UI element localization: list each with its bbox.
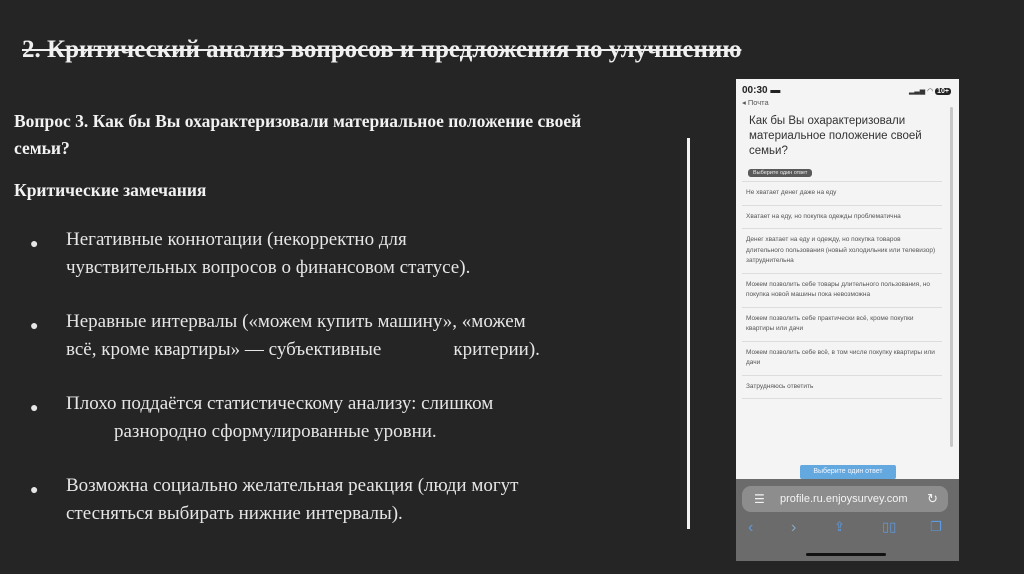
tabs-icon[interactable]: ❐	[930, 519, 942, 534]
browser-toolbar	[736, 479, 959, 561]
address-bar[interactable]	[742, 486, 948, 512]
scrollbar[interactable]	[950, 107, 953, 447]
answer-option[interactable]: Не хватает денег даже на еду	[742, 182, 942, 206]
vertical-divider	[687, 138, 690, 529]
bullet-3	[66, 390, 666, 446]
answer-type-badge: Выберите один ответ	[748, 169, 812, 177]
answer-option[interactable]: Можем позволить себе товары длительного пользования, но покупка новой машины пока невозможна	[742, 274, 942, 308]
answer-options	[742, 181, 942, 399]
bullet-3-line2: разнородно сформулированные уровни.	[114, 421, 437, 442]
bookmarks-icon[interactable]: ▯▯	[882, 519, 897, 534]
survey-question: Как бы Вы охарактеризовали материальное положение своей семьи?	[749, 115, 922, 157]
bullet-4-line1: Возможна социально желательная реакция (люди могут	[66, 475, 519, 496]
bullet-4-line2: стесняться выбирать нижние интервалы).	[66, 503, 403, 524]
bullet-marker: ●	[30, 237, 39, 252]
browser-nav	[736, 517, 959, 541]
battery-icon: 10+	[937, 88, 949, 95]
bullet-2	[66, 308, 666, 364]
bullet-2-line2b: критерии).	[453, 339, 540, 360]
bullet-2-line1: Неравные интервалы («можем купить машину», «можем	[66, 311, 526, 332]
url-text: profile.ru.enjoysurvey.com	[780, 493, 908, 505]
answer-option[interactable]: Можем позволить себе практически всё, кроме покупки квартиры или дачи	[742, 308, 942, 342]
bullet-1	[66, 226, 666, 282]
wifi-icon: ◠	[927, 88, 934, 95]
critique-heading: Критические замечания	[14, 180, 207, 200]
forward-icon[interactable]: ›	[791, 519, 797, 536]
answer-option[interactable]: Денег хватает на еду и одежду, но покупка товаров длительного пользования (новый холодильник или телевизор) затруднительна	[742, 229, 942, 274]
home-indicator	[806, 553, 886, 556]
share-icon[interactable]: ⇪	[834, 519, 845, 534]
back-to-mail-link[interactable]: ◂ Почта	[742, 98, 769, 107]
bullet-marker: ●	[30, 483, 39, 498]
bullet-4	[66, 472, 666, 528]
reload-icon[interactable]: ↻	[927, 491, 938, 506]
answer-option[interactable]: Можем позволить себе всё, в том числе покупку квартиры или дачи	[742, 342, 942, 376]
bullet-marker: ●	[30, 401, 39, 416]
status-icons	[909, 87, 951, 95]
back-icon[interactable]: ‹	[748, 519, 754, 536]
answer-option[interactable]: Затрудняюсь ответить	[742, 376, 942, 400]
bullet-3-line1: Плохо поддаётся статистическому анализу: слишком	[66, 393, 494, 414]
answer-option[interactable]: Хватает на еду, но покупка одежды проблематична	[742, 206, 942, 230]
choose-answer-button[interactable]: Выберите один ответ	[800, 465, 896, 479]
bullet-1-line1: Негативные коннотации (некорректно для	[66, 229, 407, 250]
signal-icon: ▂▃▅	[908, 88, 926, 95]
bullet-2-line2a: всё, кроме квартиры» — субъективные	[66, 339, 382, 360]
bullet-1-line2: чувствительных вопросов о финансовом статусе).	[66, 257, 471, 278]
phone-screenshot	[736, 79, 959, 561]
page-settings-icon[interactable]: ☰	[754, 492, 765, 506]
question-text: Вопрос 3. Как бы Вы охарактеризовали материальное положение своей семьи?	[14, 111, 582, 158]
slide-title: 2. Критический анализ вопросов и предложения по улучшению	[22, 36, 742, 63]
status-time: 00:30 ▬	[742, 85, 781, 96]
bullet-marker: ●	[30, 319, 39, 334]
